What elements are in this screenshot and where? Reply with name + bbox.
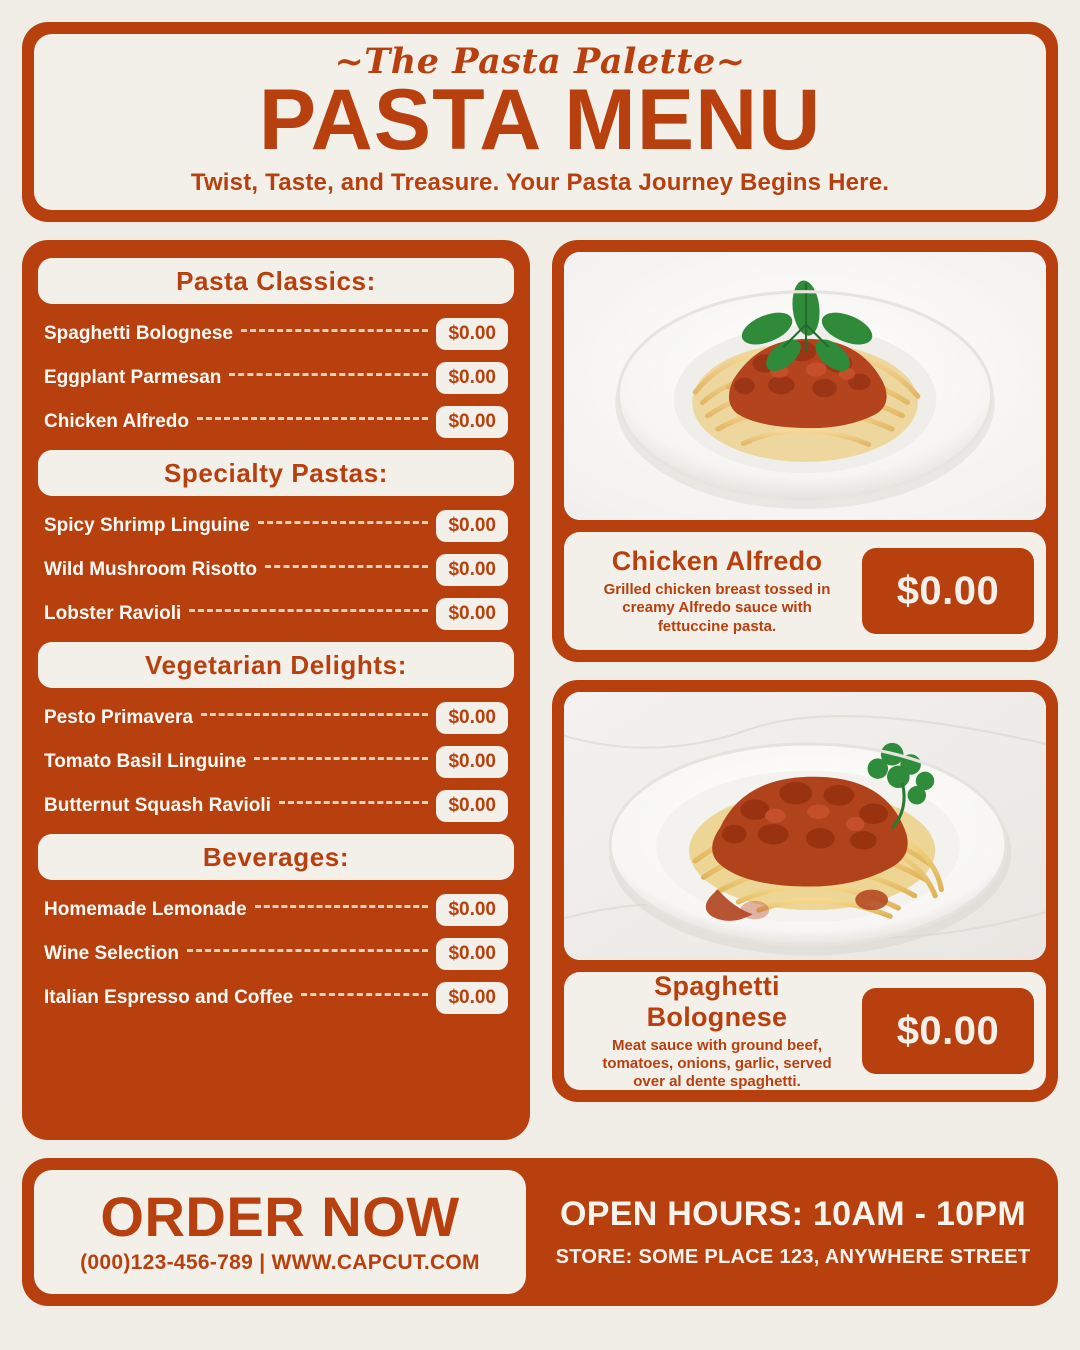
store-address: STORE: SOME PLACE 123, ANYWHERE STREET [555,1246,1031,1268]
section-title: Specialty Pastas: [163,457,389,488]
menu-item-name: Wild Mushroom Risotto [44,559,258,580]
brand-script-title: ~The Pasta Palette~ [334,41,746,83]
dish-description: Grilled chicken breast tossed in creamy Alfredo sauce with fettuccine pasta. [603,581,831,635]
menu-item-price: $0.00 [436,982,508,1014]
leader-dots [265,565,428,568]
menu-item-row[interactable] [44,510,508,542]
menu-item-price: $0.00 [436,406,508,438]
leader-dots [197,417,428,420]
menu-item-name: Pesto Primavera [44,707,193,728]
menu-item-price: $0.00 [436,938,508,970]
menu-item-row[interactable] [44,702,508,734]
dish-info [564,532,1046,650]
featured-dish-card-chicken-alfredo [552,240,1058,662]
spaghetti-bolognese-photo [564,692,1046,960]
leader-dots [241,329,428,332]
menu-item-name: Homemade Lemonade [44,899,247,920]
menu-item-row[interactable] [44,746,508,778]
leader-dots [201,713,429,716]
dish-info [564,972,1046,1090]
dish-price: $0.00 [862,548,1034,634]
menu-item-row[interactable] [44,554,508,586]
menu-item-row[interactable] [44,982,508,1014]
menu-item-price: $0.00 [436,510,508,542]
menu-item-name: Butternut Squash Ravioli [44,795,271,816]
tagline: Twist, Taste, and Treasure. Your Pasta Journey Begins Here. [190,168,890,196]
section-header [38,258,514,304]
menu-section-beverages [38,834,514,1014]
menu-item-price: $0.00 [436,746,508,778]
dish-text [582,546,852,636]
dish-price: $0.00 [862,988,1034,1074]
leader-dots [189,609,428,612]
menu-item-name: Wine Selection [44,943,179,964]
open-hours: OPEN HOURS: 10AM - 10PM [560,1195,1026,1233]
menu-item-name: Lobster Ravioli [44,603,182,624]
section-title: Vegetarian Delights: [145,649,407,680]
section-header [38,834,514,880]
footer-info [540,1195,1046,1269]
menu-item-price: $0.00 [436,894,508,926]
menu-item-row[interactable] [44,406,508,438]
menu-item-row[interactable] [44,318,508,350]
menu-item-name: Chicken Alfredo [44,411,189,432]
menu-section-vegetarian-delights [38,642,514,822]
section-title: Beverages: [202,841,350,872]
menu-item-price: $0.00 [436,598,508,630]
dish-name: Spaghetti Bolognese [646,970,788,1032]
menu-item-price: $0.00 [436,362,508,394]
footer-bar [22,1158,1058,1306]
pasta-bowl-illustration [564,252,1046,520]
dish-description: Meat sauce with ground beef, tomatoes, onions, garlic, served over al dente spaghetti. [602,1036,832,1091]
section-header [38,642,514,688]
leader-dots [229,373,428,376]
menu-item-price: $0.00 [436,702,508,734]
menu-section-pasta-classics [38,258,514,438]
section-title: Pasta Classics: [176,265,376,296]
header-inner [34,34,1046,210]
menu-item-row[interactable] [44,894,508,926]
contact-line: (000)123-456-789 | WWW.CAPCUT.COM [80,1251,480,1274]
leader-dots [187,949,428,952]
leader-dots [254,757,428,760]
spaghetti-plate-illustration [564,692,1046,960]
leader-dots [279,801,428,804]
order-now-button[interactable] [34,1170,526,1294]
menu-item-name: Tomato Basil Linguine [44,751,247,772]
menu-item-price: $0.00 [436,554,508,586]
dish-text [582,971,852,1092]
menu-item-row[interactable] [44,938,508,970]
menu-item-name: Spicy Shrimp Linguine [44,515,250,536]
menu-item-row[interactable] [44,362,508,394]
chicken-alfredo-photo [564,252,1046,520]
menu-list-panel [22,240,530,1140]
featured-dish-card-spaghetti-bolognese [552,680,1058,1102]
menu-item-price: $0.00 [436,790,508,822]
menu-item-price: $0.00 [436,318,508,350]
body-grid [22,240,1058,1140]
page-title: PASTA MENU [258,72,822,169]
featured-dishes-column [552,240,1058,1140]
menu-item-row[interactable] [44,598,508,630]
leader-dots [301,993,428,996]
menu-item-name: Eggplant Parmesan [44,367,222,388]
dish-name: Chicken Alfredo [611,546,823,577]
leader-dots [258,521,429,524]
menu-section-specialty-pastas [38,450,514,630]
menu-item-name: Italian Espresso and Coffee [44,987,294,1008]
menu-item-row[interactable] [44,790,508,822]
menu-item-name: Spaghetti Bolognese [44,323,233,344]
header-banner [22,22,1058,222]
order-now-label: ORDER NOW [100,1185,460,1248]
leader-dots [255,905,429,908]
section-header [38,450,514,496]
